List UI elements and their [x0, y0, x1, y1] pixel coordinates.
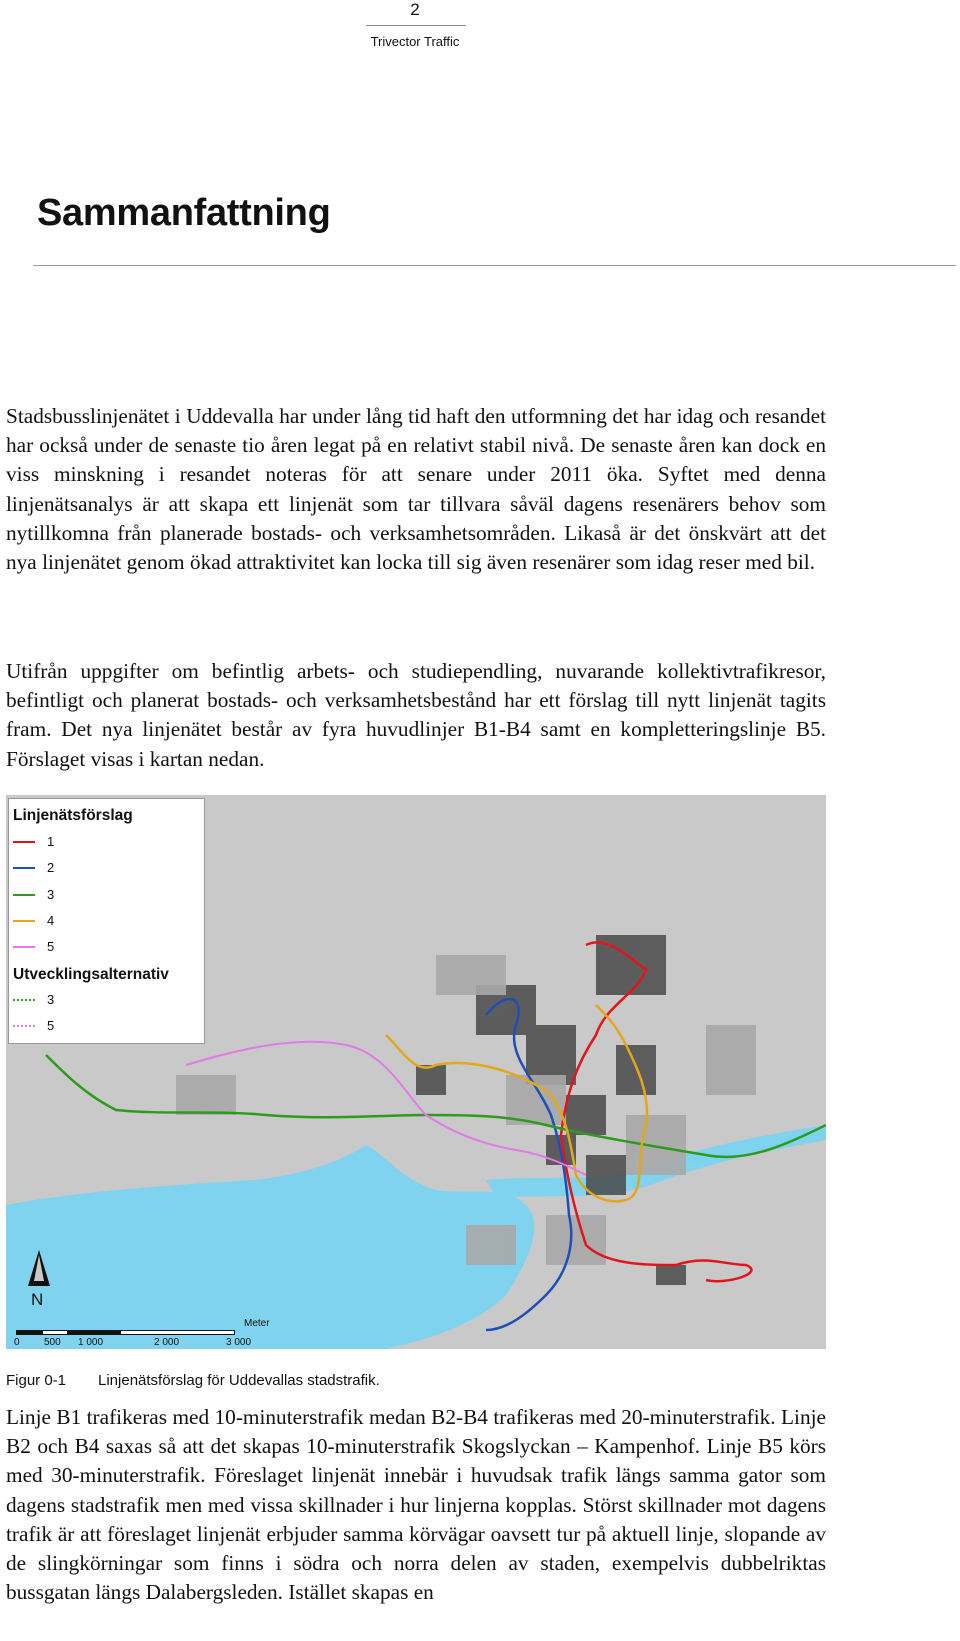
paragraph-intro: Stadsbusslinjenätet i Uddevalla har under lång tid haft den utformning det har idag och resandet har också under de senaste tio åren legat på en relativt stabil nivå. De senaste åren kan dock en viss minskning i resandet noteras för att senare under 2011 öka. Syftet med denna linjenätsanalys är att skapa ett linjenät som tar tillvara såväl dagens resenärers behov som nytillkomna från planerade bostads- och verksamhetsområden. Likaså är det önskvärt att det nya linjenätet genom ökad attraktivitet kan locka till sig även resenärer som idag reser med bil. [6, 404, 826, 575]
north-arrow-icon-inner [34, 1255, 44, 1281]
page-number: 2 [410, 0, 420, 19]
legend-swatch [13, 867, 35, 869]
scale-segment [120, 1330, 235, 1335]
scale-segment [16, 1330, 42, 1335]
scale-unit: Meter [244, 1318, 270, 1329]
legend-item [13, 913, 73, 929]
route-map [6, 795, 826, 1349]
legend-label: 2 [47, 860, 55, 875]
legend-item [13, 1018, 73, 1034]
scale-tick: 0 [14, 1337, 20, 1348]
header-divider [366, 25, 466, 26]
paragraph-proposal: Utifrån uppgifter om befintlig arbets- och studiependling, nuvarande kollektivtrafikresor, befintligt och planerat bostads- och verksamhetsbestånd har ett förslag till nytt linjenät tagits fram. Det nya linjenätet består av fyra huvudlinjer B1-B4 samt en kompletteringslinje B5. Förslaget visas i kartan nedan. [6, 659, 826, 771]
legend-label: 5 [47, 1018, 55, 1033]
scale-segment [68, 1330, 120, 1335]
map-legend [8, 798, 205, 1044]
legend-label: 1 [47, 834, 55, 849]
scale-tick: 2 000 [154, 1337, 180, 1348]
legend-swatch [13, 946, 35, 948]
paragraph-routes: Linje B1 trafikeras med 10-minuterstrafik medan B2-B4 trafikeras med 20-minuterstrafik. Linje B2 och B4 saxas så att det skapas 10-minuterstrafik Skogslyckan – Kampenhof. Linje B5 körs med 30-minuterstrafik. Föreslaget linjenät innebär i huvudsak trafik längs samma gator som dagens stadstrafik men med vissa skillnader i hur linjerna kopplas. Störst skillnader mot dagens trafik är att föreslaget linjenät erbjuder samma körvägar oavsett tur på aktuell linje, slopande av de slingkörningar som finns i södra och norra delen av staden, exempelvis dubbelriktas bussgatan längs Dalabergsleden. Istället skapas en [6, 1405, 826, 1605]
scale-tick: 500 [44, 1337, 61, 1348]
legend-swatch [13, 920, 35, 922]
legend-label: 5 [47, 939, 55, 954]
legend-swatch [13, 1025, 35, 1027]
legend-item [13, 992, 73, 1008]
scale-tick: 3 000 [226, 1337, 252, 1348]
north-label: N [31, 1290, 44, 1309]
legend-swatch [13, 841, 35, 843]
legend-item [13, 834, 73, 850]
legend-item [13, 939, 73, 955]
legend-alt-title: Utvecklingsalternativ [13, 966, 169, 983]
figure-caption-text: Linjenätsförslag för Uddevallas stadstrafik. [98, 1372, 380, 1389]
scale-segment [42, 1330, 68, 1335]
scale-tick: 1 000 [78, 1337, 104, 1348]
legend-label: 4 [47, 913, 55, 928]
legend-swatch [13, 894, 35, 896]
legend-item [13, 887, 73, 903]
section-title: Sammanfattning [37, 192, 331, 234]
legend-label: 3 [47, 992, 55, 1007]
legend-item [13, 860, 73, 876]
company-name: Trivector Traffic [370, 34, 460, 49]
legend-swatch [13, 999, 35, 1001]
scale-bar [14, 1318, 270, 1348]
figure-number: Figur 0-1 [6, 1372, 67, 1389]
title-divider [33, 265, 956, 266]
legend-title: Linjenätsförslag [13, 807, 133, 824]
legend-label: 3 [47, 887, 55, 902]
